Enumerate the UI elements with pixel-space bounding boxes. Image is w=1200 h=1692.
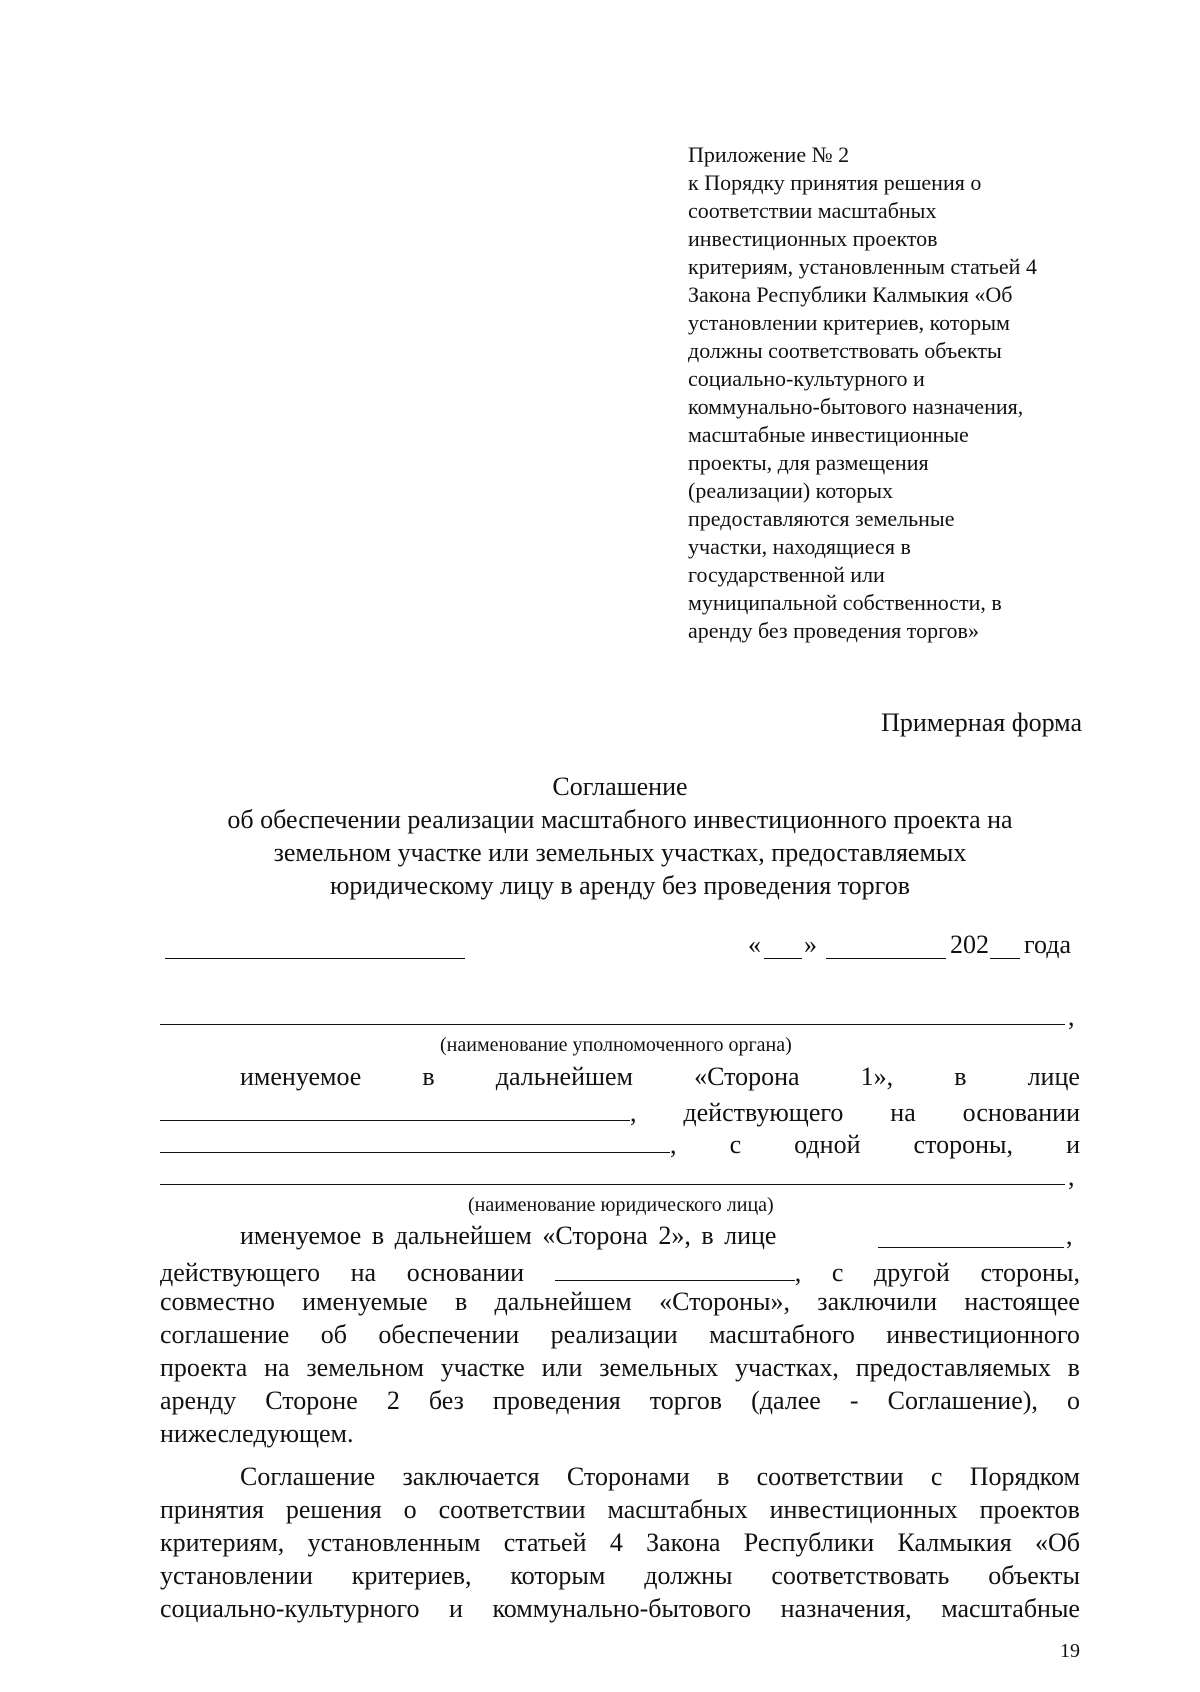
word: установленным xyxy=(307,1528,481,1557)
body-last-line: нижеследующем. xyxy=(160,1419,354,1448)
word: «Стороны», xyxy=(659,1287,790,1316)
word: инвестиционного xyxy=(886,1320,1080,1349)
basis-blank[interactable] xyxy=(160,1126,670,1153)
word: о xyxy=(403,1495,417,1524)
body-line xyxy=(160,1386,1080,1416)
word: «Сторона xyxy=(542,1221,648,1250)
word: критериев, xyxy=(351,1561,472,1590)
party2-name-comma: , xyxy=(1068,1162,1075,1191)
word: 2 xyxy=(386,1386,400,1415)
party1-caption: (наименование уполномоченного органа) xyxy=(440,1034,792,1056)
appendix-line: Приложение № 2 xyxy=(688,142,850,167)
word: - xyxy=(849,1386,859,1415)
party2-name-blank[interactable] xyxy=(160,1184,1065,1185)
title-subtitle-line: земельном участке или земельных участках, предоставляемых xyxy=(273,838,967,867)
word: Калмыкия xyxy=(897,1528,1012,1557)
word: Республики xyxy=(743,1528,875,1557)
para2-line xyxy=(160,1495,1080,1525)
date-year-prefix: 202 xyxy=(950,930,989,959)
word: «Об xyxy=(1034,1528,1080,1557)
para2-line xyxy=(160,1528,1080,1558)
appendix-line: инвестиционных проектов xyxy=(688,226,938,251)
word: в xyxy=(1067,1353,1080,1382)
date-day-blank[interactable] xyxy=(764,958,802,959)
word: социально-культурного xyxy=(160,1594,420,1623)
word: критериям, xyxy=(160,1528,285,1557)
word: без xyxy=(428,1386,464,1415)
appendix-line: аренду без проведения торгов» xyxy=(688,618,979,643)
word: настоящее xyxy=(964,1287,1080,1316)
word: должны xyxy=(644,1561,733,1590)
word: объекты xyxy=(988,1561,1080,1590)
word: масштабных xyxy=(607,1495,748,1524)
word: основании xyxy=(406,1258,525,1287)
word: участках, xyxy=(735,1353,839,1382)
word: действующего xyxy=(160,1258,320,1287)
word: масштабные xyxy=(941,1594,1080,1623)
appendix-line: должны соответствовать объекты xyxy=(688,338,1002,363)
appendix-line: к Порядку принятия решения о xyxy=(688,170,982,195)
appendix-block xyxy=(688,141,1108,645)
word: аренду xyxy=(160,1386,237,1415)
party1-row3 xyxy=(160,1126,1080,1160)
word: Стороне xyxy=(265,1386,358,1415)
comma: , xyxy=(630,1098,637,1127)
word: на xyxy=(264,1353,290,1382)
form-type-label: Примерная форма xyxy=(881,708,1082,737)
agreement-title xyxy=(160,770,1080,902)
word: основании xyxy=(962,1098,1080,1127)
word: Закона xyxy=(646,1528,721,1557)
word: в xyxy=(422,1062,435,1091)
date-month-blank[interactable] xyxy=(826,958,946,959)
appendix-line: критериям, установленным статьей 4 xyxy=(688,254,1037,279)
word: стороны, xyxy=(980,1258,1080,1287)
word: действующего xyxy=(683,1098,844,1127)
comma: , xyxy=(794,1258,802,1287)
word: инвестиционных xyxy=(769,1495,958,1524)
appendix-line: коммунально-бытового назначения, xyxy=(688,394,1024,419)
word: лице xyxy=(724,1221,777,1250)
party1-name-comma: , xyxy=(1068,1002,1075,1031)
appendix-line: масштабные инвестиционные xyxy=(688,422,969,447)
word: земельном xyxy=(306,1353,424,1382)
word: соглашение xyxy=(160,1320,290,1349)
title-subtitle-line: юридическому лицу в аренду без проведения торгов xyxy=(330,871,910,900)
word: Сторонами xyxy=(566,1462,690,1491)
word: (далее xyxy=(751,1386,821,1415)
body-line xyxy=(160,1287,1080,1317)
word: именуемое xyxy=(240,1062,362,1091)
word: в xyxy=(701,1221,714,1250)
place-blank[interactable] xyxy=(165,958,465,959)
word: реализации xyxy=(550,1320,678,1349)
appendix-line: установлении критериев, которым xyxy=(688,310,1010,335)
basis-group xyxy=(160,1126,677,1160)
word: в xyxy=(954,1062,967,1091)
word: и xyxy=(1066,1130,1080,1159)
word: решения xyxy=(285,1495,382,1524)
word: с xyxy=(729,1130,742,1159)
word: лице xyxy=(1027,1062,1080,1091)
word: другой xyxy=(874,1258,950,1287)
word: принятия xyxy=(160,1495,264,1524)
word: предоставляемых xyxy=(855,1353,1051,1382)
party2-row1-comma: , xyxy=(1066,1221,1073,1250)
word: Соглашение), xyxy=(887,1386,1038,1415)
page-number: 19 xyxy=(1060,1640,1080,1662)
word: Порядком xyxy=(969,1462,1080,1491)
word: дальнейшем xyxy=(494,1287,632,1316)
word: 2», xyxy=(658,1221,691,1250)
word: и xyxy=(449,1594,463,1623)
para2-line xyxy=(240,1462,1080,1492)
word: соответствии xyxy=(438,1495,586,1524)
party1-row2 xyxy=(160,1094,1080,1128)
word: на xyxy=(890,1098,916,1127)
word: назначения, xyxy=(780,1594,912,1623)
title-subtitle-line: об обеспечении реализации масштабного инвестиционного проекта на xyxy=(227,805,1013,834)
party1-name-blank[interactable] xyxy=(160,1024,1065,1025)
word: в xyxy=(454,1287,468,1316)
word: проекта xyxy=(160,1353,248,1382)
appendix-line: (реализации) которых xyxy=(688,478,894,503)
party2-caption: (наименование юридического лица) xyxy=(468,1194,774,1216)
word: именуемое xyxy=(240,1221,362,1250)
word: земельных xyxy=(599,1353,719,1382)
word: обеспечении xyxy=(378,1320,520,1349)
word: «Сторона xyxy=(694,1062,800,1091)
word: которым xyxy=(510,1561,606,1590)
word: с xyxy=(831,1258,844,1287)
word: дальнейшем xyxy=(495,1062,633,1091)
word: 4 xyxy=(609,1528,623,1557)
para2-line xyxy=(160,1561,1080,1591)
appendix-line: предоставляются земельные xyxy=(688,506,955,531)
word: или xyxy=(541,1353,583,1382)
appendix-line: Закона Республики Калмыкия «Об xyxy=(688,282,1013,307)
word: установлении xyxy=(160,1561,313,1590)
para2-line xyxy=(160,1594,1080,1624)
appendix-line: соответствии масштабных xyxy=(688,198,937,223)
date-quote-close: » xyxy=(804,930,817,959)
word: стороны, xyxy=(913,1130,1013,1159)
word: участке xyxy=(440,1353,525,1382)
appendix-line: проекты, для размещения xyxy=(688,450,929,475)
word: в xyxy=(717,1462,730,1491)
appendix-line: государственной или xyxy=(688,562,885,587)
body-line xyxy=(160,1320,1080,1350)
word: заключили xyxy=(817,1287,938,1316)
comma: , xyxy=(670,1130,677,1159)
basis-group xyxy=(555,1254,802,1288)
date-year-blank[interactable] xyxy=(990,958,1020,959)
party2-representative-blank[interactable] xyxy=(878,1247,1064,1248)
appendix-line: социально-культурного и xyxy=(688,366,925,391)
party1-row1 xyxy=(240,1062,1080,1092)
word: масштабного xyxy=(709,1320,855,1349)
word: дальнейшем xyxy=(394,1221,532,1250)
word: Соглашение xyxy=(240,1462,376,1491)
word: об xyxy=(320,1320,347,1349)
word: с xyxy=(930,1462,943,1491)
party2-basis-blank[interactable] xyxy=(555,1254,795,1281)
word: коммунально-бытового xyxy=(492,1594,752,1623)
word: торгов xyxy=(649,1386,723,1415)
word: совместно xyxy=(160,1287,275,1316)
word: соответствовать xyxy=(771,1561,950,1590)
body-line xyxy=(160,1353,1080,1383)
word: одной xyxy=(794,1130,861,1159)
word: именуемые xyxy=(302,1287,428,1316)
date-year-suffix: года xyxy=(1024,930,1072,959)
word: заключается xyxy=(402,1462,540,1491)
party2-row1 xyxy=(240,1221,776,1251)
representative-blank[interactable] xyxy=(160,1094,630,1121)
date-quote-open: « xyxy=(748,930,761,959)
word: на xyxy=(350,1258,377,1287)
appendix-line: участки, находящиеся в xyxy=(688,534,911,559)
representative-group xyxy=(160,1094,637,1128)
word: проектов xyxy=(979,1495,1080,1524)
title-heading: Соглашение xyxy=(552,772,688,801)
party2-row2 xyxy=(160,1254,1080,1288)
word: в xyxy=(371,1221,385,1250)
appendix-line: муниципальной собственности, в xyxy=(688,590,1002,615)
word: проведения xyxy=(492,1386,621,1415)
word: соответствии xyxy=(756,1462,904,1491)
word: статьей xyxy=(503,1528,587,1557)
word: 1», xyxy=(860,1062,894,1091)
word: о xyxy=(1066,1386,1080,1415)
